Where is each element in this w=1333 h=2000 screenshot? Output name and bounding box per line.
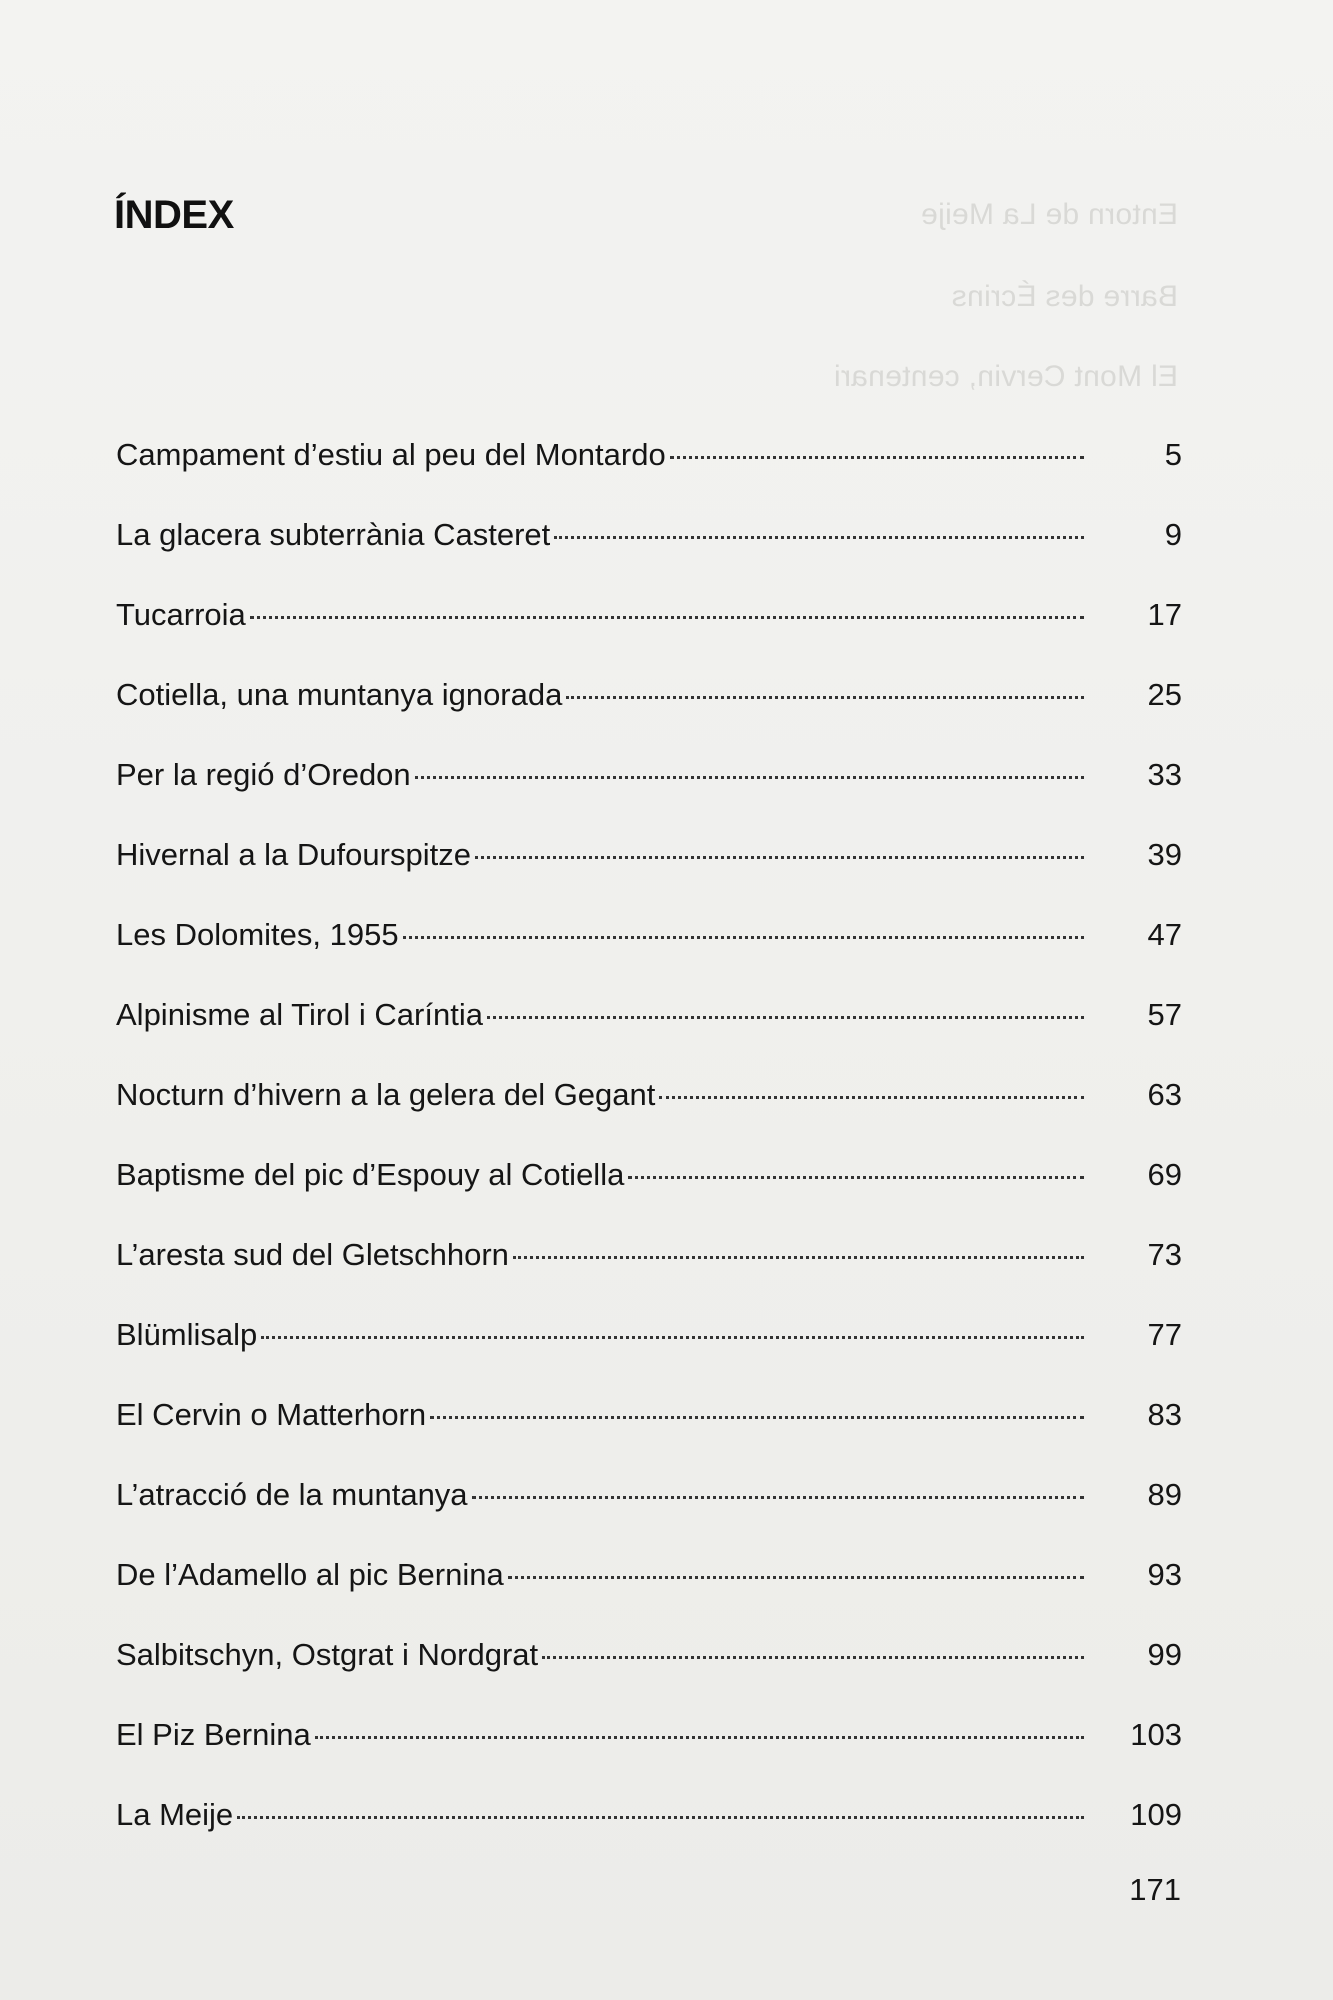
toc-entry: [116, 513, 1182, 593]
dot-leader: [513, 1256, 1084, 1259]
dot-leader: [659, 1096, 1084, 1099]
toc-entry-page: 57: [1147, 997, 1182, 1032]
toc-entry: [116, 1313, 1182, 1393]
toc-entry-page: 69: [1147, 1157, 1182, 1192]
toc-entry: [116, 1713, 1182, 1793]
index-heading: ÍNDEX: [114, 193, 234, 237]
dot-leader: [261, 1336, 1084, 1339]
table-of-contents: [116, 433, 1182, 1873]
toc-entry-title: El Piz Bernina: [116, 1717, 311, 1752]
toc-entry: [116, 1553, 1182, 1633]
toc-entry-title: Cotiella, una muntanya ignorada: [116, 677, 563, 712]
toc-entry-page: 25: [1147, 677, 1182, 712]
toc-entry-title: La glacera subterrània Casteret: [116, 517, 551, 552]
toc-entry: [116, 913, 1182, 993]
dot-leader: [403, 936, 1084, 939]
toc-entry: [116, 1393, 1182, 1473]
toc-entry-page: 99: [1147, 1637, 1182, 1672]
show-through-line: Barre des Écrins: [951, 280, 1178, 313]
page-number: 171: [1129, 1872, 1181, 1907]
dot-leader: [315, 1736, 1084, 1739]
toc-entry-page: 83: [1147, 1397, 1182, 1432]
toc-entry: [116, 673, 1182, 753]
dot-leader: [542, 1656, 1084, 1659]
dot-leader: [250, 616, 1084, 619]
toc-entry: [116, 1633, 1182, 1713]
toc-entry-page: 77: [1147, 1317, 1182, 1352]
dot-leader: [415, 776, 1084, 779]
toc-entry: [116, 1073, 1182, 1153]
toc-entry-title: Tucarroia: [116, 597, 246, 632]
toc-entry-page: 17: [1147, 597, 1182, 632]
dot-leader: [487, 1016, 1084, 1019]
dot-leader: [566, 696, 1084, 699]
toc-entry-page: 47: [1147, 917, 1182, 952]
toc-entry-title: Les Dolomites, 1955: [116, 917, 399, 952]
toc-entry-page: 63: [1147, 1077, 1182, 1112]
toc-entry-page: 33: [1147, 757, 1182, 792]
toc-entry-page: 89: [1147, 1477, 1182, 1512]
dot-leader: [237, 1816, 1084, 1819]
toc-entry-title: Alpinisme al Tirol i Caríntia: [116, 997, 483, 1032]
toc-entry-title: Nocturn d’hivern a la gelera del Gegant: [116, 1077, 656, 1112]
toc-entry-page: 73: [1147, 1237, 1182, 1272]
dot-leader: [628, 1176, 1084, 1179]
toc-entry-title: L’atracció de la muntanya: [116, 1477, 468, 1512]
toc-entry: [116, 993, 1182, 1073]
toc-entry-title: Baptisme del pic d’Espouy al Cotiella: [116, 1157, 625, 1192]
toc-entry-page: 5: [1164, 437, 1182, 472]
toc-entry: [116, 433, 1182, 513]
show-through-line: Entorn de La Meije: [920, 198, 1178, 231]
toc-entry-title: La Meije: [116, 1797, 234, 1832]
toc-entry-page: 9: [1164, 517, 1182, 552]
toc-entry-title: El Cervin o Matterhorn: [116, 1397, 427, 1432]
dot-leader: [554, 536, 1084, 539]
toc-entry: [116, 1153, 1182, 1233]
toc-entry: [116, 1793, 1182, 1873]
dot-leader: [472, 1496, 1084, 1499]
toc-entry: [116, 593, 1182, 673]
dot-leader: [475, 856, 1084, 859]
toc-entry-title: Per la regió d’Oredon: [116, 757, 411, 792]
show-through-line: El Mont Cervin, centenari: [833, 360, 1178, 393]
toc-entry: [116, 1473, 1182, 1553]
dot-leader: [670, 456, 1084, 459]
toc-entry-page: 109: [1130, 1797, 1182, 1832]
toc-entry-title: L’aresta sud del Gletschhorn: [116, 1237, 509, 1272]
toc-entry-title: Hivernal a la Dufourspitze: [116, 837, 471, 872]
toc-entry-title: Salbitschyn, Ostgrat i Nordgrat: [116, 1637, 539, 1672]
dot-leader: [508, 1576, 1084, 1579]
toc-entry-title: Blümlisalp: [116, 1317, 258, 1352]
toc-entry: [116, 753, 1182, 833]
toc-entry-page: 93: [1147, 1557, 1182, 1592]
toc-entry-title: Campament d’estiu al peu del Montardo: [116, 437, 666, 472]
toc-entry-title: De l’Adamello al pic Bernina: [116, 1557, 504, 1592]
toc-entry-page: 39: [1147, 837, 1182, 872]
toc-entry: [116, 833, 1182, 913]
toc-entry-page: 103: [1130, 1717, 1182, 1752]
toc-entry: [116, 1233, 1182, 1313]
dot-leader: [430, 1416, 1084, 1419]
